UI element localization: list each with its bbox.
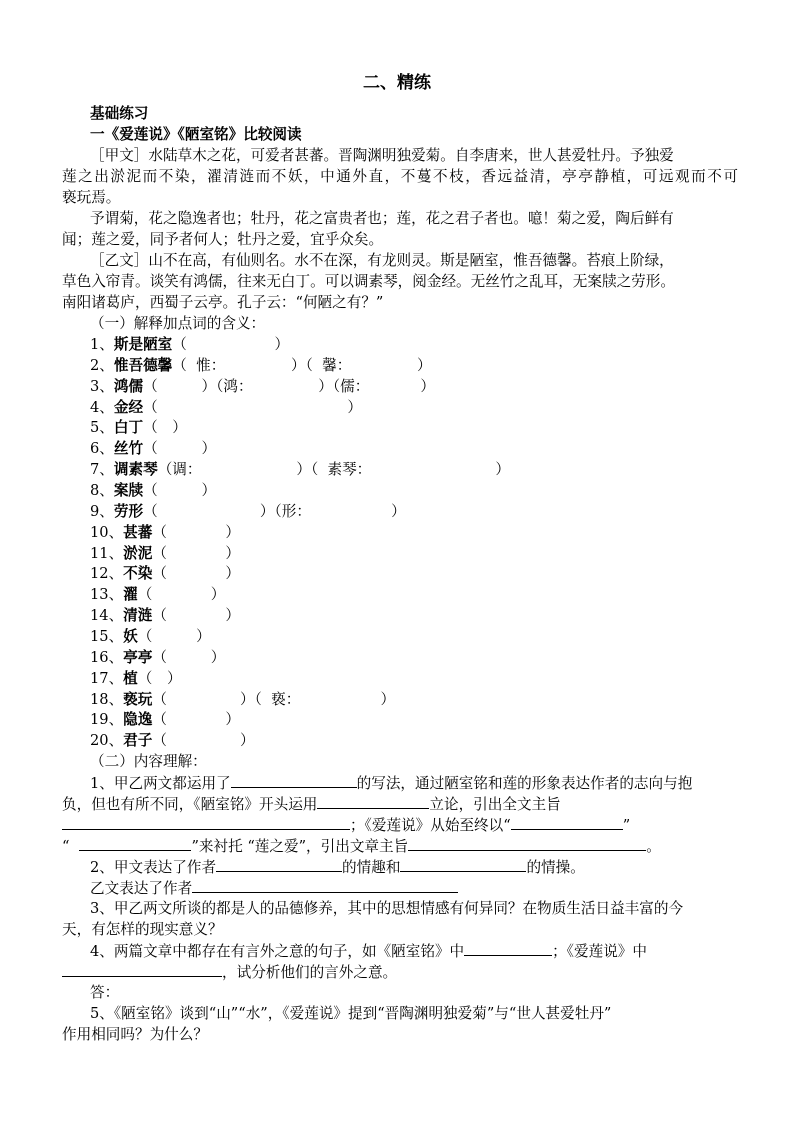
vocab-item-number: 9、 xyxy=(90,502,114,520)
yi-text-line-1: ［乙文］山不在高，有仙则名。水不在深，有龙则灵。斯是陋室，惟吾德馨。苔痕上阶绿， xyxy=(90,252,674,269)
vocab-item-number: 13、 xyxy=(90,586,124,604)
vocab-item-answer-space[interactable]: （ ）（形： ） xyxy=(143,502,406,520)
answer-blank[interactable] xyxy=(464,940,552,956)
vocab-item xyxy=(90,459,738,480)
vocab-item xyxy=(90,438,738,459)
vocab-item-word: 植 xyxy=(123,669,138,687)
jia-text-line-4: 予谓菊，花之隐逸者也；牡丹，花之富贵者也；莲，花之君子者也。噫！菊之爱，陶后鲜有 xyxy=(90,210,674,227)
vocab-item xyxy=(90,355,738,376)
answer-blank[interactable] xyxy=(62,961,222,977)
question-3-line-1: 3、甲乙两文所谈的都是人的品德修养，其中的思想情感有何异同？在物质生活日益丰富的今 xyxy=(90,900,684,917)
vocab-item-word: 调素琴 xyxy=(113,461,158,479)
vocab-item-answer-space[interactable]: （ ） xyxy=(143,419,187,437)
vocab-item-number: 5、 xyxy=(90,419,114,437)
vocab-item-word: 君子 xyxy=(123,732,153,750)
vocab-item xyxy=(90,730,738,751)
vocab-item-number: 14、 xyxy=(90,607,124,624)
vocab-item-word: 亭亭 xyxy=(123,648,153,666)
vocab-item-number: 18、 xyxy=(90,690,124,708)
vocab-item xyxy=(90,417,738,438)
question-5-line-1: 5、《陋室铭》谈到“山”“水”，《爱莲说》提到“晋陶渊明独爱菊”与“世人甚爱牡丹” xyxy=(90,1005,612,1022)
vocab-item-answer-space[interactable]: （ ） xyxy=(137,627,211,645)
question-1-line-1: 1、甲乙两文都运用了 的写法，通过陋室铭和莲的形象表达作者的志向与抱 xyxy=(90,772,738,794)
answer-blank[interactable] xyxy=(79,835,191,851)
answer-blank[interactable] xyxy=(62,814,350,830)
vocab-item-word: 劳形 xyxy=(113,502,144,520)
vocab-item-number: 20、 xyxy=(90,732,124,750)
vocab-item xyxy=(90,480,738,501)
vocab-item-number: 7、 xyxy=(90,461,114,479)
vocab-item-answer-space[interactable]: （ ） xyxy=(143,398,363,416)
vocab-item-answer-space[interactable]: （ ） xyxy=(152,648,226,666)
vocab-item xyxy=(90,689,738,710)
vocab-item-answer-space[interactable]: （ ） xyxy=(137,669,182,687)
section-heading: 基础练习 xyxy=(90,105,149,122)
jia-text-line-3: 亵玩焉。 xyxy=(62,189,121,206)
answer-blank[interactable] xyxy=(231,772,357,788)
vocab-item xyxy=(90,626,738,647)
vocab-item-word: 斯是陋室 xyxy=(113,336,173,353)
vocab-item xyxy=(90,668,738,689)
answer-blank[interactable] xyxy=(216,856,342,872)
vocab-item-answer-space[interactable]: （ 惟： ）（ 馨： ） xyxy=(172,356,432,374)
vocab-item-answer-space[interactable]: （ ） xyxy=(172,336,290,353)
vocab-item-answer-space[interactable]: （ ） xyxy=(152,711,240,729)
jia-text-line-5: 闻；莲之爱，同予者何人；牡丹之爱，宜乎众矣。 xyxy=(62,231,384,248)
question-2-line-1: 2、甲文表达了作者 的情趣和 的情操。 xyxy=(90,856,738,878)
vocab-item-number: 15、 xyxy=(90,627,124,645)
question-2-line-2: 乙文表达了作者 xyxy=(90,877,738,899)
jia-text-line-1: ［甲文］水陆草木之花，可爱者甚蕃。晋陶渊明独爱菊。自李唐来，世人甚爱牡丹。予独爱 xyxy=(90,147,674,164)
vocab-item-word: 丝竹 xyxy=(113,440,144,458)
vocab-item-answer-space[interactable]: （ ） xyxy=(152,607,240,624)
vocab-item xyxy=(90,709,738,730)
vocab-item-number: 1、 xyxy=(90,336,114,353)
vocab-item-word: 亵玩 xyxy=(123,690,153,708)
question-4-line-1: 4、两篇文章中都存在有言外之意的句子，如《陋室铭》中 ；《爱莲说》中 xyxy=(90,940,738,962)
answer-blank[interactable] xyxy=(192,877,458,893)
vocab-item-answer-space[interactable]: （ ） xyxy=(152,732,255,750)
vocab-item-answer-space[interactable]: （ ） xyxy=(152,523,240,541)
vocab-item-number: 11、 xyxy=(90,544,124,562)
vocab-item-answer-space[interactable]: （ ） xyxy=(137,586,226,604)
vocab-item-word: 淤泥 xyxy=(123,544,153,562)
vocab-item-word: 案牍 xyxy=(113,482,144,499)
vocab-item-number: 12、 xyxy=(90,565,124,583)
vocab-item-number: 19、 xyxy=(90,711,124,729)
vocab-item-word: 隐逸 xyxy=(123,711,153,729)
vocab-item-answer-space[interactable]: （ ） xyxy=(152,544,240,562)
vocab-item xyxy=(90,522,738,543)
answer-blank[interactable] xyxy=(511,814,623,830)
vocab-item-word: 甚蕃 xyxy=(123,523,153,541)
vocab-item xyxy=(90,543,738,564)
vocab-item xyxy=(90,647,738,668)
vocab-item-number: 10、 xyxy=(90,523,124,541)
page-title: 二、精练 xyxy=(363,73,431,93)
vocab-item-number: 2、 xyxy=(90,356,114,374)
vocab-item-number: 6、 xyxy=(90,440,114,458)
vocab-item-answer-space[interactable]: （ ）（鸿： ）（儒： ） xyxy=(143,377,435,395)
question-5-line-2: 作用相同吗？为什么？ xyxy=(62,1026,208,1043)
vocab-item-answer-space[interactable]: （ ）（ 亵： ） xyxy=(152,690,396,708)
vocab-item-number: 17、 xyxy=(90,669,124,687)
vocab-item-answer-space[interactable]: （调： ）（ 素琴： ） xyxy=(157,461,510,479)
yi-text-line-3: 南阳诸葛庐，西蜀子云亭。孔子云：“何陋之有？” xyxy=(62,294,384,311)
vocab-item xyxy=(90,501,738,522)
question-3-line-2: 天，有怎样的现实意义？ xyxy=(62,921,223,938)
question-4-line-2: ，试分析他们的言外之意。 xyxy=(62,961,738,983)
vocab-item-answer-space[interactable]: （ ） xyxy=(143,440,217,458)
jia-text-line-2: 莲之出淤泥而不染，濯清涟而不妖，中通外直，不蔓不枝，香远益清，亭亭静植，可远观而不可 xyxy=(62,168,738,185)
vocab-item-number: 3、 xyxy=(90,377,114,395)
question-1-line-3: ；《爱莲说》从始至终以“ ” xyxy=(62,814,738,836)
vocab-item xyxy=(90,397,738,418)
passage-heading: 一《爱莲说》《陋室铭》比较阅读 xyxy=(90,126,302,143)
answer-blank[interactable] xyxy=(408,835,646,851)
vocab-item xyxy=(90,605,738,626)
vocab-item xyxy=(90,376,738,397)
vocab-item-word: 濯 xyxy=(123,586,138,604)
question-4-answer-label: 答： xyxy=(90,984,120,1001)
vocab-item-number: 16、 xyxy=(90,648,124,666)
vocab-item-word: 白丁 xyxy=(113,419,144,437)
answer-blank[interactable] xyxy=(400,856,526,872)
vocab-item-number: 4、 xyxy=(90,398,114,416)
vocab-item-word: 惟吾德馨 xyxy=(113,356,173,374)
vocab-item-word: 金经 xyxy=(113,398,144,416)
vocab-item-answer-space[interactable]: （ ） xyxy=(143,482,217,499)
vocab-item-word: 鸿儒 xyxy=(113,377,144,395)
vocab-item-number: 8、 xyxy=(90,482,114,499)
vocab-item xyxy=(90,584,738,605)
answer-blank[interactable] xyxy=(317,793,429,809)
part1-heading: （一）解释加点词的含义： xyxy=(90,315,266,332)
vocab-item-word: 妖 xyxy=(123,627,138,645)
question-1-line-4: “ ”来衬托 “莲之爱”，引出文章主旨 。 xyxy=(62,835,738,857)
vocab-item xyxy=(90,334,738,355)
part2-heading: （二）内容理解： xyxy=(90,753,207,770)
vocab-item-word: 不染 xyxy=(123,565,153,583)
vocab-item-word: 清涟 xyxy=(123,607,153,624)
vocab-item-answer-space[interactable]: （ ） xyxy=(152,565,240,583)
question-1-line-2: 负，但也有所不同，《陋室铭》开头运用 立论，引出全文主旨 xyxy=(62,793,738,815)
yi-text-line-2: 草色入帘青。谈笑有鸿儒，往来无白丁。可以调素琴，阅金经。无丝竹之乱耳，无案牍之劳形。 xyxy=(62,273,675,290)
vocab-item xyxy=(90,563,738,584)
